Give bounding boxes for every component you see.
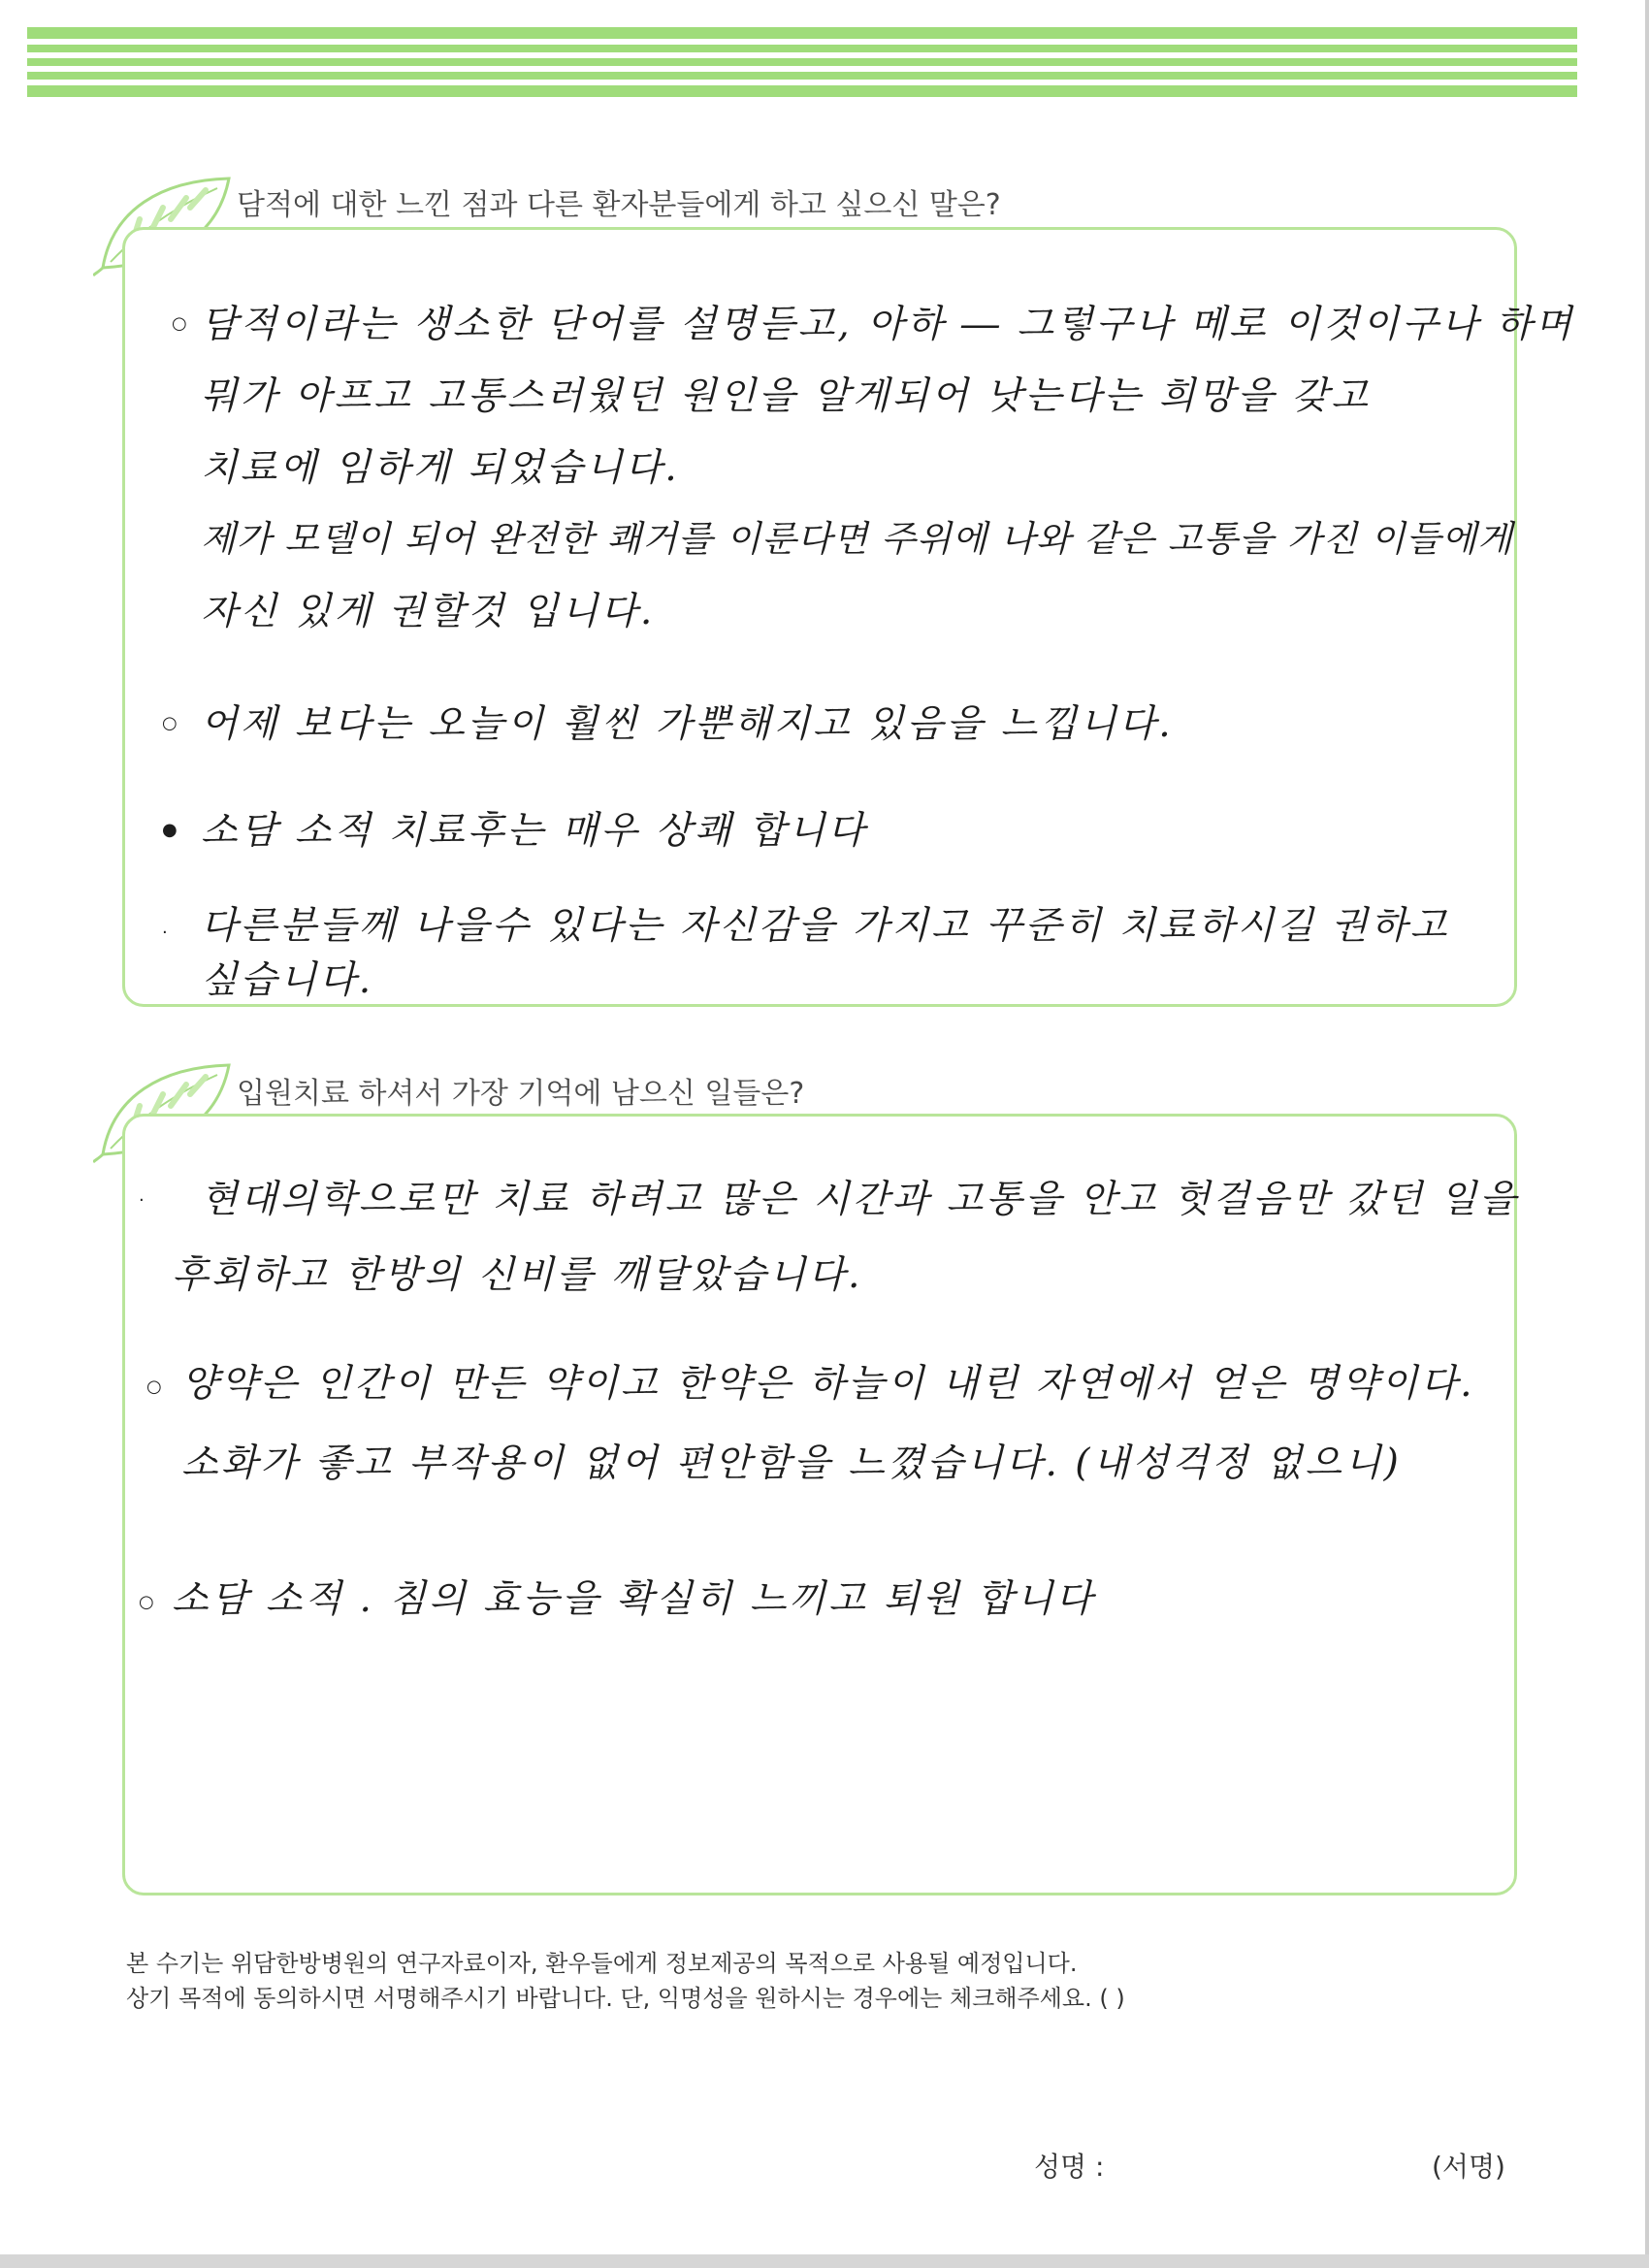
section2-answer-box bbox=[122, 1114, 1517, 1895]
section1-answer-box bbox=[122, 227, 1575, 1007]
top-stripe-band bbox=[27, 27, 1577, 97]
section2-line-4: 소화가 좋고 부작용이 없어 편안함을 느꼈습니다. (내성걱정 없으니) bbox=[181, 1442, 1402, 1485]
section1-line-6: 어제 보다는 오늘이 훨씬 가뿐해지고 있음을 느낍니다. bbox=[201, 702, 1174, 746]
section2-line-2: 후회하고 한방의 신비를 깨달았습니다. bbox=[172, 1253, 863, 1297]
bullet-marker: ○ bbox=[162, 713, 178, 733]
bullet-marker: ○ bbox=[172, 313, 187, 334]
section1-line-2: 뭐가 아프고 고통스러웠던 원인을 알게되어 낫는다는 희망을 갖고 bbox=[201, 374, 1371, 418]
section1-line-7: 소담 소적 치료후는 매우 상쾌 합니다 bbox=[201, 809, 868, 853]
bullet-marker: · bbox=[162, 923, 168, 943]
bullet-marker: ● bbox=[162, 820, 178, 840]
scan-edge-right bbox=[1645, 0, 1649, 2268]
scan-edge-bottom bbox=[0, 2254, 1649, 2268]
bullet-marker: · bbox=[139, 1190, 145, 1211]
bullet-marker: ○ bbox=[139, 1592, 154, 1612]
section2-line-1: 현대의학으로만 치료 하려고 많은 시간과 고통을 안고 헛걸음만 갔던 일을 bbox=[201, 1178, 1519, 1221]
section2-line-5: 소담 소적 . 침의 효능을 확실히 느끼고 퇴원 합니다 bbox=[172, 1577, 1096, 1621]
section1-question: 담적에 대한 느낀 점과 다른 환자분들에게 하고 싶으신 말은? bbox=[237, 188, 1001, 222]
signature-label: 성명 : bbox=[1034, 2151, 1105, 2183]
section2-line-3: 양약은 인간이 만든 약이고 한약은 하늘이 내린 자연에서 얻은 명약이다. bbox=[181, 1362, 1475, 1406]
section1-line-3: 치료에 임하게 되었습니다. bbox=[201, 446, 680, 490]
section1-line-1: 담적이라는 생소한 단어를 설명듣고, 아하 ― 그렇구나 메로 이것이구나 하며 bbox=[201, 303, 1575, 346]
section2-question: 입원치료 하셔서 가장 기억에 남으신 일들은? bbox=[237, 1077, 805, 1111]
bullet-marker: ○ bbox=[146, 1377, 162, 1397]
section1-line-4: 제가 모델이 되어 완전한 쾌거를 이룬다면 주위에 나와 같은 고통을 가진 이들에게 bbox=[201, 518, 1513, 560]
section1-line-5: 자신 있게 권할것 입니다. bbox=[201, 590, 656, 633]
section1-line-8: 다른분들께 나을수 있다는 자신감을 가지고 꾸준히 치료하시길 권하고 bbox=[201, 904, 1450, 948]
signature-suffix: (서명) bbox=[1432, 2151, 1505, 2183]
consent-notice-line2: 상기 목적에 동의하시면 서명해주시기 바랍니다. 단, 익명성을 원하시는 경우에는 체크해주세요. ( ) bbox=[126, 1985, 1125, 2012]
consent-notice-line1: 본 수기는 위담한방병원의 연구자료이자, 환우들에게 정보제공의 목적으로 사용될 예정입니다. bbox=[126, 1950, 1078, 1977]
section1-line-9: 싶습니다. bbox=[201, 958, 374, 1002]
